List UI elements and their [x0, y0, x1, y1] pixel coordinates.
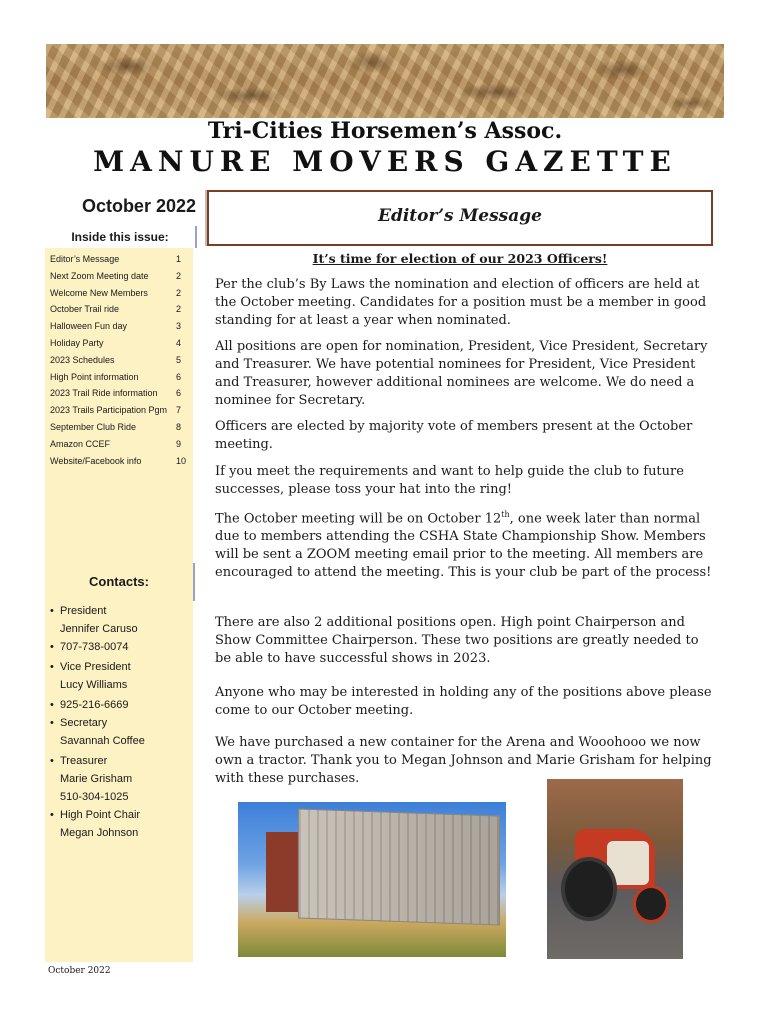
contact-text: Secretary: [60, 717, 108, 729]
header-banner-image: [46, 44, 724, 118]
issue-item-page: 9: [176, 438, 182, 449]
contact-text: Savannah Coffee: [60, 735, 145, 747]
issue-list-item: [50, 456, 190, 466]
issue-item-title: 2023 Schedules: [50, 354, 115, 365]
bullet-icon: •: [50, 661, 54, 673]
issue-list-item: [50, 338, 190, 348]
issue-item-title: October Trail ride: [50, 304, 120, 315]
issue-item-title: Holiday Party: [50, 338, 104, 348]
meeting-text-end: , one week later than normal due to members attending the CSHA State Championship Show. Members will be sent a ZOOM meeting email prior to the meeting. All members are encouraged to attend the meeting. This is your club be part of the process!: [215, 511, 712, 581]
contact-text: Treasurer: [60, 755, 108, 767]
issue-item-title: Next Zoom Meeting date: [50, 270, 149, 281]
tractor-rear-wheel: [561, 857, 617, 921]
issue-item-title: High Point information: [50, 371, 139, 382]
contact-line: [50, 788, 129, 806]
paragraph-positions: All positions are open for nomination, President, Vice President, Secretary and Treasurer. We have potential nominees for President, Vice President and Treasurer, however additional nominees are welcome. We do need a nominee for Secretary.: [215, 339, 708, 408]
paragraph-voting: Officers are elected by majority vote of members present at the October meeting.: [215, 419, 693, 452]
issue-item-page: 4: [176, 338, 182, 348]
issue-item-page: 2: [176, 287, 182, 298]
bullet-icon: •: [50, 717, 54, 729]
contact-text: 925-216-6669: [60, 699, 129, 711]
tractor-front-wheel: [633, 885, 669, 923]
meeting-text-start: The October meeting will be on October 12: [215, 511, 502, 527]
issue-item-page: 7: [176, 405, 182, 416]
issue-list-item: [50, 372, 190, 382]
contact-line: [50, 696, 129, 714]
bullet-icon: •: [50, 755, 54, 767]
editors-message-title: Editor’s Message: [378, 206, 542, 226]
contact-text: 510-304-1025: [60, 791, 129, 803]
contact-line: [50, 638, 129, 656]
issue-item-title: Halloween Fun day: [50, 321, 128, 332]
issue-date: October 2022: [81, 196, 196, 216]
gazette-title: MANURE MOVERS GAZETTE: [93, 145, 677, 178]
ordinal-suffix: th: [501, 510, 510, 519]
issue-list-item: [50, 271, 190, 281]
contact-line: [50, 676, 127, 694]
issue-item-page: 10: [176, 455, 187, 466]
issue-item-title: September Club Ride: [50, 422, 137, 432]
issue-list-item: [50, 388, 190, 398]
issue-item-title: 2023 Trail Ride information: [50, 388, 158, 399]
election-headline: It’s time for election of our 2023 Officers!: [312, 251, 608, 266]
issue-item-page: 6: [176, 371, 182, 382]
issue-list-item: [50, 439, 190, 449]
contact-text: President: [60, 605, 107, 617]
contact-line: [50, 806, 140, 824]
paragraph-meeting-date: [215, 506, 715, 582]
contacts-title: Contacts:: [45, 563, 195, 601]
issue-list-item: [50, 288, 190, 298]
contact-line: [50, 602, 106, 620]
contact-text: Vice President: [60, 661, 131, 673]
contact-text: Marie Grisham: [60, 773, 133, 785]
issue-item-page: 1: [176, 254, 182, 264]
issue-item-title: Amazon CCEF: [50, 438, 111, 449]
issue-item-page: 2: [176, 304, 182, 315]
org-name: Tri-Cities Horsemen’s Assoc.: [207, 118, 563, 144]
contact-text: Megan Johnson: [60, 827, 139, 839]
shipping-container-shape: [298, 808, 500, 925]
issue-list-item: [50, 304, 190, 314]
contact-line: [50, 658, 131, 676]
contact-line: [50, 770, 132, 788]
red-truck-shape: [266, 832, 302, 912]
paragraph-purchases: We have purchased a new container for the Arena and Wooohooo we now own a tractor. Thank you to Megan Johnson and Marie Grisham for helping with these purchases.: [215, 735, 712, 786]
contact-text: High Point Chair: [60, 809, 141, 821]
paragraph-requirements: If you meet the requirements and want to help guide the club to future successes, please toss your hat into the ring!: [215, 464, 684, 497]
bullet-icon: •: [50, 809, 54, 821]
paragraph-bylaws: Per the club’s By Laws the nomination and election of officers are held at the October meeting. Candidates for a position must be a member in good standing for at least a year when nominated.: [215, 277, 707, 328]
contact-line: [50, 714, 107, 732]
paragraph-additional-positions: There are also 2 additional positions open. High point Chairperson and Show Committee Chairperson. These two positions are greatly needed to be able to have successful shows in 2023.: [215, 615, 699, 666]
issue-item-title: Welcome New Members: [50, 287, 148, 298]
contact-line: [50, 824, 138, 842]
contact-line: [50, 620, 138, 638]
issue-item-page: 8: [176, 422, 182, 432]
contact-text: Jennifer Caruso: [60, 623, 138, 635]
paragraph-interest: Anyone who may be interested in holding any of the positions above please come to our October meeting.: [215, 685, 712, 718]
tractor-photo: [547, 779, 683, 959]
issue-item-title: 2023 Trails Participation Pgm: [50, 405, 168, 416]
issue-item-page: 3: [176, 321, 182, 332]
container-photo: [238, 802, 506, 957]
contact-line: [50, 732, 145, 750]
bullet-icon: •: [50, 641, 54, 653]
contact-text: 707-738-0074: [60, 641, 129, 653]
inside-this-issue-title: Inside this issue:: [45, 226, 197, 248]
issue-list-item: [50, 355, 190, 365]
bullet-icon: •: [50, 605, 54, 617]
issue-list-item: [50, 254, 190, 264]
issue-item-title: Website/Facebook info: [50, 455, 142, 466]
contact-line: [50, 752, 107, 770]
issue-item-page: 2: [176, 270, 182, 281]
contact-text: Lucy Williams: [60, 679, 128, 691]
bullet-icon: •: [50, 699, 54, 711]
issue-item-title: Editor’s Message: [50, 254, 120, 264]
issue-list-item: [50, 405, 190, 415]
issue-item-page: 6: [176, 388, 182, 399]
issue-list-item: [50, 321, 190, 331]
footer-date: October 2022: [48, 966, 111, 976]
issue-list-item: [50, 422, 190, 432]
issue-item-page: 5: [176, 354, 182, 365]
